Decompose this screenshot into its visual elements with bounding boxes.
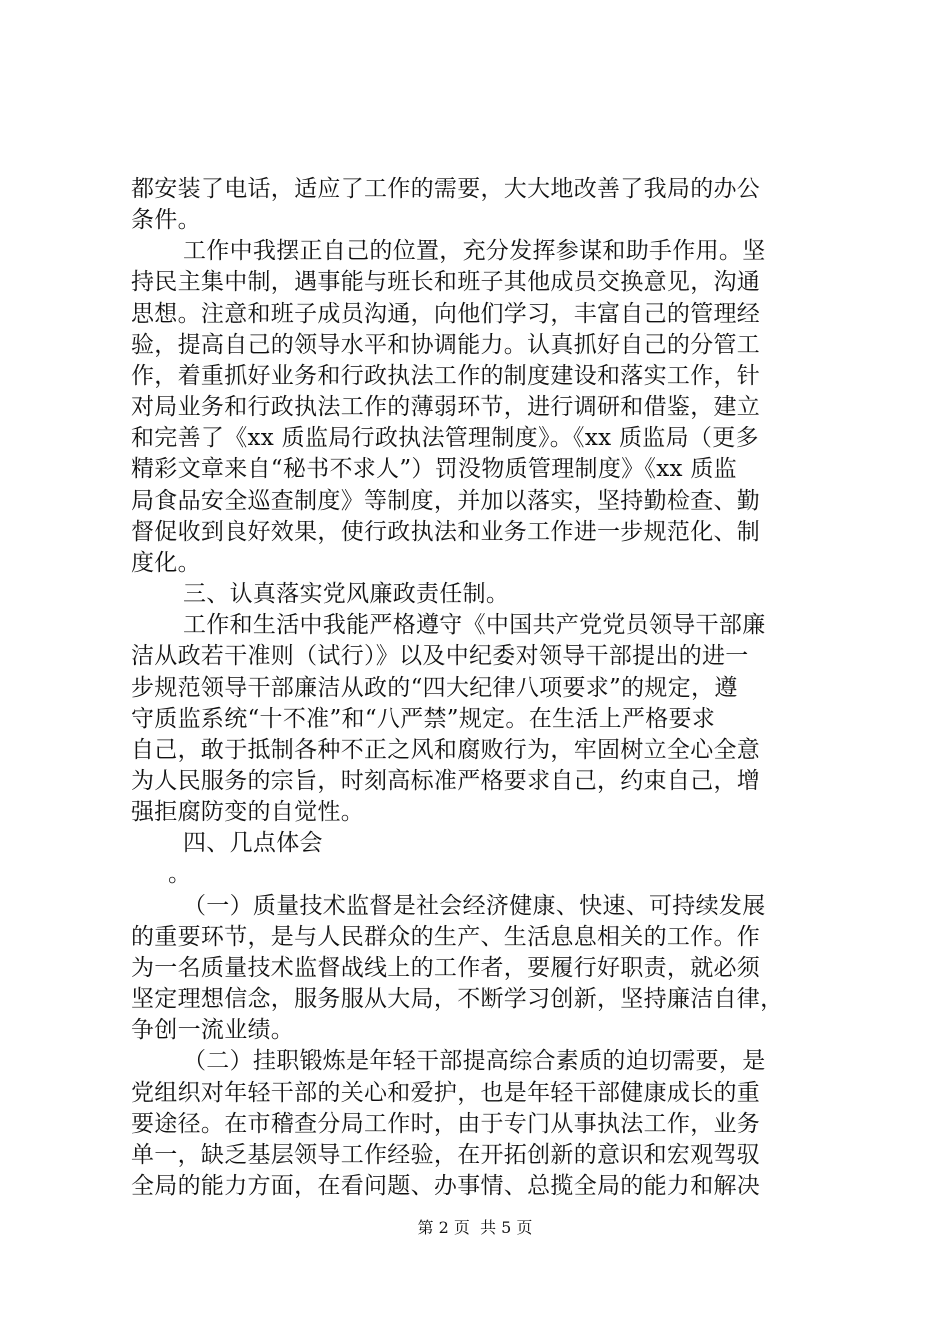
text-line: 思想。注意和班子成员沟通，向他们学习，丰富自己的管理经 [131, 301, 761, 327]
text-line: 度化。 [131, 550, 201, 576]
text-line: 都安装了电话，适应了工作的需要，大大地改善了我局的办公 [131, 176, 761, 202]
text-line: 对局业务和行政执法工作的薄弱环节，进行调研和借鉴，建立 [131, 394, 761, 420]
text-line: 全局的能力方面，在看问题、办事情、总揽全局的能力和解决 [131, 1173, 761, 1199]
text-line: 强拒腐防变的自觉性。 [131, 799, 364, 825]
text-line: 自己，敢于抵制各种不正之风和腐败行为，牢固树立全心全意 [131, 737, 761, 763]
section-heading: 四、几点体会 [183, 830, 323, 856]
section-heading: 三、认真落实党风廉政责任制。 [183, 581, 510, 607]
text-line: 条件。 [131, 207, 201, 233]
text-line: 工作和生活中我能严格遵守《中国共产党党员领导干部廉 [183, 612, 766, 638]
text-line: （二）挂职锻炼是年轻干部提高综合素质的迫切需要，是 [183, 1048, 766, 1074]
text-line: 坚定理想信念，服务服从大局，不断学习创新，坚持廉洁自律， [131, 986, 784, 1012]
text-line: 洁从政若干准则（试行）》以及中纪委对领导干部提出的进一 [131, 643, 749, 669]
text-line: 守质监系统“十不准”和“八严禁”规定。在生活上严格要求 [131, 706, 716, 732]
text-line: 局食品安全巡查制度》等制度，并加以落实，坚持勤检查、勤 [131, 488, 761, 514]
text-line: 步规范领导干部廉洁从政的“四大纪律八项要求”的规定，遵 [131, 675, 738, 701]
text-line: 的重要环节，是与人民群众的生产、生活息息相关的工作。作 [131, 924, 761, 950]
text-line: 和完善了《xx 质监局行政执法管理制度》。《xx 质监局（更多 [131, 425, 759, 451]
text-line: 作，着重抓好业务和行政执法工作的制度建设和落实工作，针 [131, 363, 761, 389]
page-number: 第 2 页 共 5 页 [417, 1218, 533, 1237]
text-line: 工作中我摆正自己的位置，充分发挥参谋和助手作用。坚 [183, 238, 766, 264]
text-line: （一）质量技术监督是社会经济健康、快速、可持续发展 [183, 893, 766, 919]
text-line: 要途径。在市稽查分局工作时，由于专门从事执法工作，业务 [131, 1111, 761, 1137]
text-line: 持民主集中制，遇事能与班长和班子其他成员交换意见，沟通 [131, 269, 761, 295]
text-line: 。 [168, 861, 192, 887]
text-line: 党组织对年轻干部的关心和爱护，也是年轻干部健康成长的重 [131, 1080, 761, 1106]
text-line: 督促收到良好效果，使行政执法和业务工作进一步规范化、制 [131, 519, 761, 545]
text-line: 为人民服务的宗旨，时刻高标准严格要求自己，约束自己，增 [131, 768, 761, 794]
text-line: 为一名质量技术监督战线上的工作者，要履行好职责，就必须 [131, 955, 761, 981]
text-line: 验，提高自己的领导水平和协调能力。认真抓好自己的分管工 [131, 332, 761, 358]
text-line: 争创一流业绩。 [131, 1017, 295, 1043]
text-line: 精彩文章来自“秘书不求人”）罚没物质管理制度》《xx 质监 [131, 456, 737, 482]
text-line: 单一，缺乏基层领导工作经验，在开拓创新的意识和宏观驾驭 [131, 1142, 761, 1168]
